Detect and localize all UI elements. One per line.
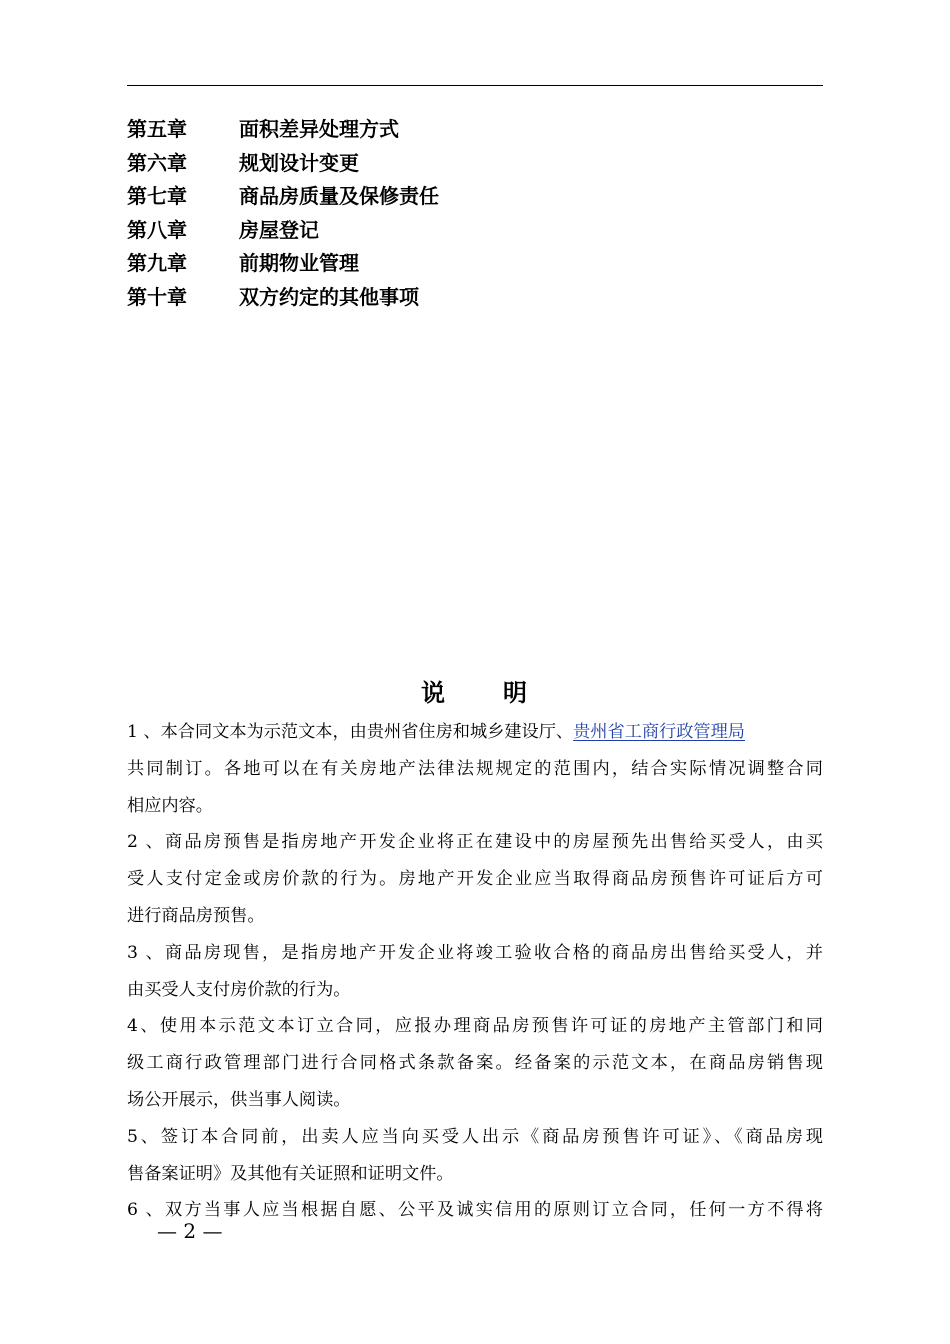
chapter-number: 第十章 [127,284,187,309]
chapter-number: 第九章 [127,251,187,275]
note-line: 共同制订。各地可以在有关房地产法律法规规定的范围内，结合实际情况调整合同 [127,758,823,779]
table-of-contents [127,113,823,314]
note-line: 由买受人支付房价款的行为。 [127,979,351,1000]
toc-row [127,214,823,248]
notes-heading-right: 明 [503,679,529,707]
note-line: 2 、商品房预售是指房地产开发企业将正在建设中的房屋预先出售给买受人，由买 [127,832,823,853]
toc-row [127,113,823,147]
note-line: 受人支付定金或房价款的行为。房地产开发企业应当取得商品房预售许可证后方可 [127,869,823,890]
note-line: 售备案证明》及其他有关证照和证明文件。 [127,1163,454,1184]
header-rule [127,85,823,86]
note-text: 1 、本合同文本为示范文本，由贵州省住房和城乡建设厅、 [127,722,574,742]
chapter-title: 房屋登记 [239,217,319,242]
toc-row [127,281,823,315]
note-line: 场公开展示，供当事人阅读。 [127,1089,351,1110]
chapter-title: 双方约定的其他事项 [239,284,419,309]
note-line: 5、签订本合同前，出卖人应当向买受人出示《商品房预售许可证》、《商品房现 [127,1126,823,1147]
note-line: 4、使用本示范文本订立合同，应报办理商品房预售许可证的房地产主管部门和同 [127,1016,823,1037]
chapter-number: 第七章 [127,184,187,208]
note-line: 6 、双方当事人应当根据自愿、公平及诚实信用的原则订立合同，任何一方不得将 [127,1200,823,1221]
note-line: 3 、商品房现售，是指房地产开发企业将竣工验收合格的商品房出售给买受人，并 [127,942,823,963]
toc-row [127,247,823,281]
notes-body [127,714,823,1229]
chapter-title: 规划设计变更 [239,150,359,175]
chapter-number: 第六章 [127,150,187,175]
issuer-link[interactable]: 贵州省工商行政管理局 [573,722,745,742]
note-line: 级工商行政管理部门进行合同格式条款备案。经备案的示范文本，在商品房销售现 [127,1053,823,1074]
page-number: — 2 — [157,1219,223,1243]
chapter-title: 商品房质量及保修责任 [239,184,439,208]
notes-heading-left: 说 [421,679,447,707]
chapter-number: 第八章 [127,217,187,242]
chapter-title: 面积差异处理方式 [239,117,399,141]
toc-row [127,147,823,181]
toc-row [127,180,823,214]
note-line: 相应内容。 [127,795,213,816]
chapter-number: 第五章 [127,117,187,141]
notes-heading [0,673,950,713]
chapter-title: 前期物业管理 [239,251,359,275]
note-line: 进行商品房预售。 [127,905,265,926]
note-line [127,714,823,751]
